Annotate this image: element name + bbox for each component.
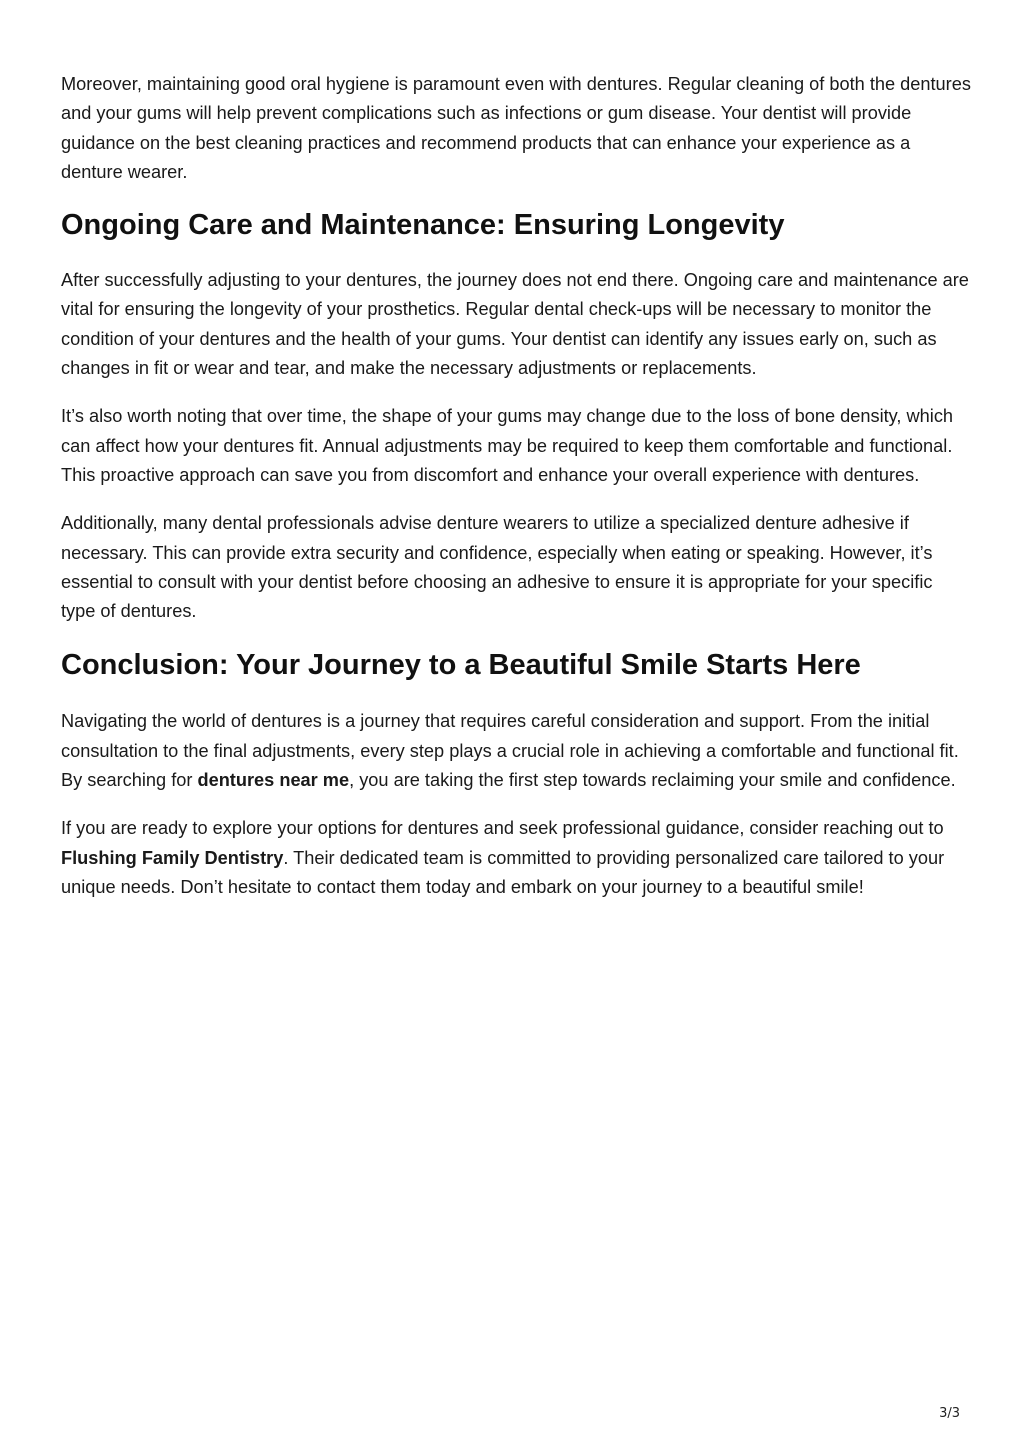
conclusion-paragraph-1 (61, 707, 971, 795)
conclusion-p2-text-before: If you are ready to explore your options for dentures and seek professional guidance, consider reaching out to (61, 818, 944, 839)
conclusion-p1-text-before: Navigating the world of dentures is a journey that requires careful consideration and support. From the initial consultation to the final adjustments, every step plays a crucial role in achieving a comfortable and functional fit. By searching for (61, 711, 959, 791)
page-number: 3/3 (939, 1406, 960, 1421)
practice-name-flushing-family-dentistry: Flushing Family Dentistry (61, 847, 284, 868)
intro-paragraph: Moreover, maintaining good oral hygiene is paramount even with dentures. Regular cleaning of both the dentures and your gums will help prevent complications such as infections or gum disease. Your dentist will provide guidance on the best cleaning practices and recommend products that can enhance your experience as a denture wearer. (61, 74, 971, 182)
document-body (61, 70, 971, 921)
ongoing-paragraph-1: After successfully adjusting to your dentures, the journey does not end there. Ongoing care and maintenance are vital for ensuring the longevity of your prosthetics. Regular dental check-ups will be necessary to monitor the condition of your dentures and the health of your gums. Your dentist can identify any issues early on, such as changes in fit or wear and tear, and make the necessary adjustments or replacements. (61, 270, 969, 379)
ongoing-paragraph-3: Additionally, many dental professionals advise denture wearers to utilize a specialized denture adhesive if necessary. This can provide extra security and confidence, especially when eating or speaking. However, it’s essential to consult with your dentist before choosing an adhesive to ensure it is appropriate for your specific type of dentures. (61, 513, 933, 622)
section-heading-conclusion: Conclusion: Your Journey to a Beautiful Smile Starts Here (61, 649, 861, 682)
conclusion-p1-text-after: , you are taking the first step towards reclaiming your smile and confidence. (349, 770, 956, 791)
ongoing-paragraph-2: It’s also worth noting that over time, the shape of your gums may change due to the loss of bone density, which can affect how your dentures fit. Annual adjustments may be required to keep them comfortable and functional. This proactive approach can save you from discomfort and enhance your overall experience with dentures. (61, 406, 954, 485)
keyword-dentures-near-me: dentures near me (197, 770, 350, 791)
section-heading-ongoing-care: Ongoing Care and Maintenance: Ensuring Longevity (61, 209, 785, 242)
conclusion-p2-text-after: . Their dedicated team is committed to providing personalized care tailored to your unique needs. Don’t hesitate to contact them today and embark on your journey to a beautiful smile! (61, 847, 945, 897)
conclusion-paragraph-2 (61, 814, 971, 902)
